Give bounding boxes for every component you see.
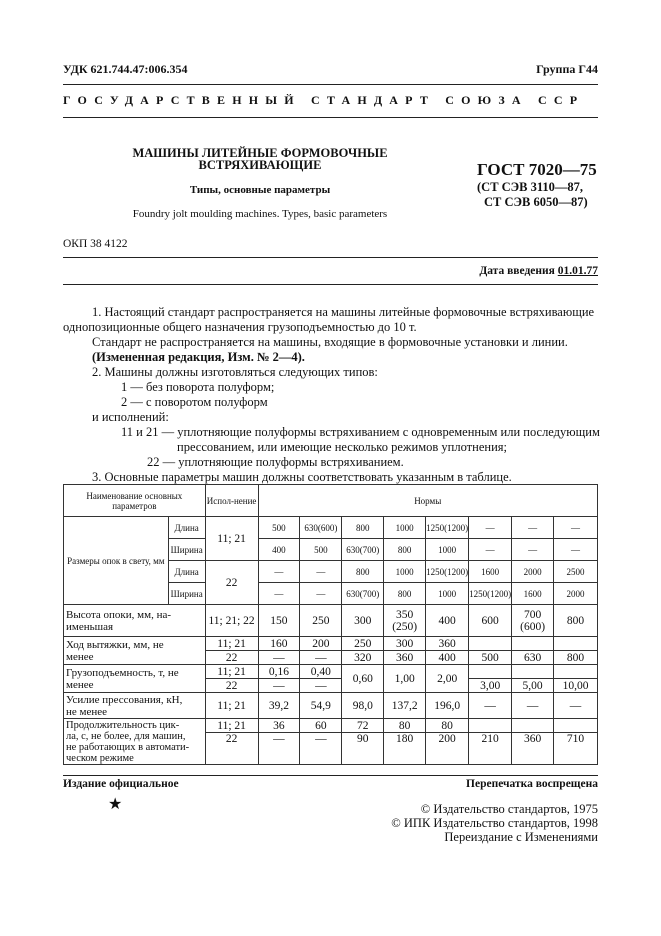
table-cell: — (469, 693, 512, 719)
intro-date-label: Дата введения (479, 265, 555, 277)
duration-label (64, 719, 206, 765)
exec-1a: 11 и 21 — уплотняющие полуформы встряхиванием с одновременным или последующим (121, 425, 600, 439)
table-row (64, 605, 598, 637)
table-cell: 80 (384, 719, 426, 733)
table-cell: 300 (384, 637, 426, 651)
publisher-1975: © Издательство стандартов, 1975 (420, 802, 598, 816)
stroke-label-b: менее (66, 650, 94, 663)
table-cell: — (469, 517, 512, 539)
height-alt: (250) (392, 620, 418, 633)
table-cell: 10,00 (554, 679, 598, 693)
exec-cell: 22 (205, 679, 258, 693)
capacity-label (64, 665, 206, 693)
table-cell (469, 665, 512, 679)
table-cell: — (512, 539, 554, 561)
table-cell: 250 (300, 605, 342, 637)
table-cell: 800 (554, 651, 598, 665)
gost-ref-2: СТ СЭВ 6050—87) (484, 195, 588, 209)
table-cell (469, 637, 512, 651)
table-cell: 0,16 (258, 665, 300, 679)
exec-2: 22 — уплотняющие полуформы встряхиванием. (147, 455, 404, 469)
flask-length-label: Длина (168, 561, 205, 583)
okp-rule (63, 257, 598, 258)
table-cell: 3,00 (469, 679, 512, 693)
table-row (64, 517, 598, 539)
table-cell: 800 (554, 605, 598, 637)
press-label (64, 693, 206, 719)
table-cell: 400 (258, 539, 300, 561)
table-cell: 2,00 (426, 665, 469, 693)
stroke-label (64, 637, 206, 665)
intro-date-value: 01.01.77 (557, 265, 598, 277)
group-code: Группа Г44 (536, 62, 598, 76)
table-cell: — (512, 517, 554, 539)
para-1d: (Измененная редакция, Изм. № 2—4). (92, 350, 305, 364)
header-rule (63, 84, 598, 85)
para-1a: 1. Настоящий стандарт распространяется на машины литейные формовочные встряхивающие (92, 305, 595, 319)
table-cell: 250 (342, 637, 384, 651)
table-cell: 630(700) (342, 539, 384, 561)
table-cell: 1600 (512, 583, 554, 605)
exec-cell: 11; 21 (205, 517, 258, 561)
table-cell: — (258, 651, 300, 665)
height-value: 700 (523, 608, 542, 621)
table-cell: 600 (469, 605, 512, 637)
table-cell (384, 605, 426, 637)
table-cell: 5,00 (512, 679, 554, 693)
table-cell: — (300, 733, 342, 765)
okp-code: ОКП 38 4122 (63, 238, 128, 250)
flask-width-label: Ширина (168, 539, 205, 561)
exec-cell: 11; 21 (205, 665, 258, 679)
table-cell: 1600 (469, 561, 512, 583)
doc-title-line2: ВСТРЯХИВАЮЩИЕ (198, 158, 322, 172)
gost-ref-1: (СТ СЭВ 3110—87, (477, 180, 584, 194)
table-cell (512, 605, 554, 637)
table-cell: 1000 (384, 561, 426, 583)
official-edition: Издание официальное (63, 778, 179, 790)
table-header-row (64, 485, 598, 517)
table-cell: — (258, 583, 300, 605)
table-cell (554, 665, 598, 679)
table-cell: 54,9 (300, 693, 342, 719)
table-cell: 39,2 (258, 693, 300, 719)
table-cell: — (258, 733, 300, 765)
table-cell (554, 719, 598, 733)
table-cell (512, 637, 554, 651)
banner-rule (63, 117, 598, 118)
gost-number: ГОСТ 7020—75 (477, 160, 597, 179)
english-title: Foundry jolt moulding machines. Types, basic parameters (132, 208, 388, 220)
stroke-label-a: Ход вытяжки, мм, не (66, 638, 164, 651)
table-cell: 500 (258, 517, 300, 539)
table-cell: 36 (258, 719, 300, 733)
table-cell: 360 (512, 733, 554, 765)
reissue-note: Переиздание с Изменениями (444, 830, 598, 844)
table-cell: — (258, 679, 300, 693)
press-label-b: не менее (66, 705, 108, 718)
table-cell: — (554, 517, 598, 539)
table-cell: 2500 (554, 561, 598, 583)
press-label-a: Усилие прессования, кН, (66, 693, 183, 706)
parameters-table (63, 484, 598, 765)
table-cell: 200 (300, 637, 342, 651)
table-cell: 500 (300, 539, 342, 561)
para-1c: Стандарт не распространяется на машины, входящие в формовочные установки и линии. (92, 335, 568, 349)
udk-code: УДК 621.744.47:006.354 (63, 62, 188, 76)
exec-cell: 22 (205, 561, 258, 605)
table-cell: 400 (426, 651, 469, 665)
table-cell: — (554, 693, 598, 719)
table-cell (554, 637, 598, 651)
table-cell: 800 (342, 561, 384, 583)
star-icon: ★ (108, 796, 123, 813)
date-rule (63, 284, 598, 285)
table-cell: 60 (300, 719, 342, 733)
executions-intro: и исполнений: (92, 410, 169, 424)
duration-label-b: ла, с, не более, для машин, (66, 730, 186, 742)
height-alt: (600) (520, 620, 546, 633)
table-cell: 2000 (512, 561, 554, 583)
table-cell (512, 665, 554, 679)
table-cell: 1250(1200) (426, 517, 469, 539)
table-cell: 360 (426, 637, 469, 651)
table-cell: 300 (342, 605, 384, 637)
table-cell: 630(600) (300, 517, 342, 539)
height-label-b: именьшая (66, 620, 114, 633)
table-cell: 710 (554, 733, 598, 765)
table-cell: 180 (384, 733, 426, 765)
table-row (64, 719, 598, 733)
table-cell: 72 (342, 719, 384, 733)
publisher-1998: © ИПК Издательство стандартов, 1998 (391, 816, 598, 830)
table-cell: 500 (469, 651, 512, 665)
doc-title-line1: МАШИНЫ ЛИТЕЙНЫЕ ФОРМОВОЧНЫЕ (132, 146, 388, 160)
header-param-name: Наименование основных параметров (64, 485, 206, 517)
header-norms: Нормы (258, 485, 598, 517)
reprint-prohibited: Перепечатка воспрещена (466, 778, 598, 790)
table-cell: 1000 (426, 539, 469, 561)
type-1: 1 — без поворота полуформ; (121, 380, 275, 394)
table-row (64, 665, 598, 679)
table-cell: 1000 (384, 517, 426, 539)
footer-rule (63, 775, 598, 776)
para-1b: однопозиционные общего назначения грузоподъемностью до 10 т. (63, 320, 417, 334)
exec-cell: 11; 21 (205, 719, 258, 733)
table-cell: 1250(1200) (469, 583, 512, 605)
table-cell: 210 (469, 733, 512, 765)
table-cell: 98,0 (342, 693, 384, 719)
height-label (64, 605, 206, 637)
table-row (64, 637, 598, 651)
table-cell: 2000 (554, 583, 598, 605)
table-cell: — (258, 561, 300, 583)
table-cell: 90 (342, 733, 384, 765)
exec-cell: 11; 21 (205, 693, 258, 719)
duration-label-d: ческом режиме (66, 752, 134, 764)
flask-size-label: Размеры опок в свету, мм (64, 517, 169, 605)
table-cell: 360 (384, 651, 426, 665)
table-cell: — (469, 539, 512, 561)
intro-date (479, 265, 598, 277)
table-cell: — (300, 679, 342, 693)
type-2: 2 — с поворотом полуформ (121, 395, 268, 409)
table-cell: 320 (342, 651, 384, 665)
capacity-label-a: Грузоподъемность, т, не (66, 666, 179, 679)
exec-cell: 11; 21; 22 (205, 605, 258, 637)
table-cell: 1250(1200) (426, 561, 469, 583)
table-cell: — (554, 539, 598, 561)
table-cell: 400 (426, 605, 469, 637)
table-cell: — (512, 693, 554, 719)
table-cell: 800 (384, 539, 426, 561)
table-cell: 0,40 (300, 665, 342, 679)
table-cell: 800 (384, 583, 426, 605)
exec-cell: 11; 21 (205, 637, 258, 651)
para-2: 2. Машины должны изготовляться следующих типов: (92, 365, 378, 379)
table-cell: 1000 (426, 583, 469, 605)
exec-cell: 22 (205, 651, 258, 665)
table-cell: — (300, 583, 342, 605)
table-cell: 1,00 (384, 665, 426, 693)
table-cell: 630(700) (342, 583, 384, 605)
standard-banner: ГОСУДАРСТВЕННЫЙ СТАНДАРТ СОЮЗА ССР (63, 93, 585, 107)
table-row (64, 693, 598, 719)
table-cell (512, 719, 554, 733)
table-cell: — (300, 651, 342, 665)
header-execution: Испол-нение (205, 485, 258, 517)
flask-length-label: Длина (168, 517, 205, 539)
duration-label-a: Продолжительность цик- (66, 719, 180, 731)
exec-1b: прессованием, или имеющие несколько режимов уплотнения; (177, 440, 507, 454)
height-label-a: Высота опоки, мм, на- (66, 608, 172, 621)
table-cell (469, 719, 512, 733)
table-cell: 196,0 (426, 693, 469, 719)
exec-cell: 22 (205, 733, 258, 765)
para-3: 3. Основные параметры машин должны соответствовать указанным в таблице. (92, 470, 512, 484)
capacity-label-b: менее (66, 678, 94, 691)
flask-width-label: Ширина (168, 583, 205, 605)
height-value: 350 (396, 608, 414, 621)
table-cell: — (300, 561, 342, 583)
table-cell: 0,60 (342, 665, 384, 693)
table-cell: 137,2 (384, 693, 426, 719)
table-cell: 150 (258, 605, 300, 637)
table-cell: 160 (258, 637, 300, 651)
duration-label-c: не работающих в автомати- (66, 741, 190, 753)
table-cell: 200 (426, 733, 469, 765)
table-cell: 80 (426, 719, 469, 733)
table-cell: 630 (512, 651, 554, 665)
table-cell: 800 (342, 517, 384, 539)
doc-subtitle: Типы, основные параметры (189, 184, 331, 196)
